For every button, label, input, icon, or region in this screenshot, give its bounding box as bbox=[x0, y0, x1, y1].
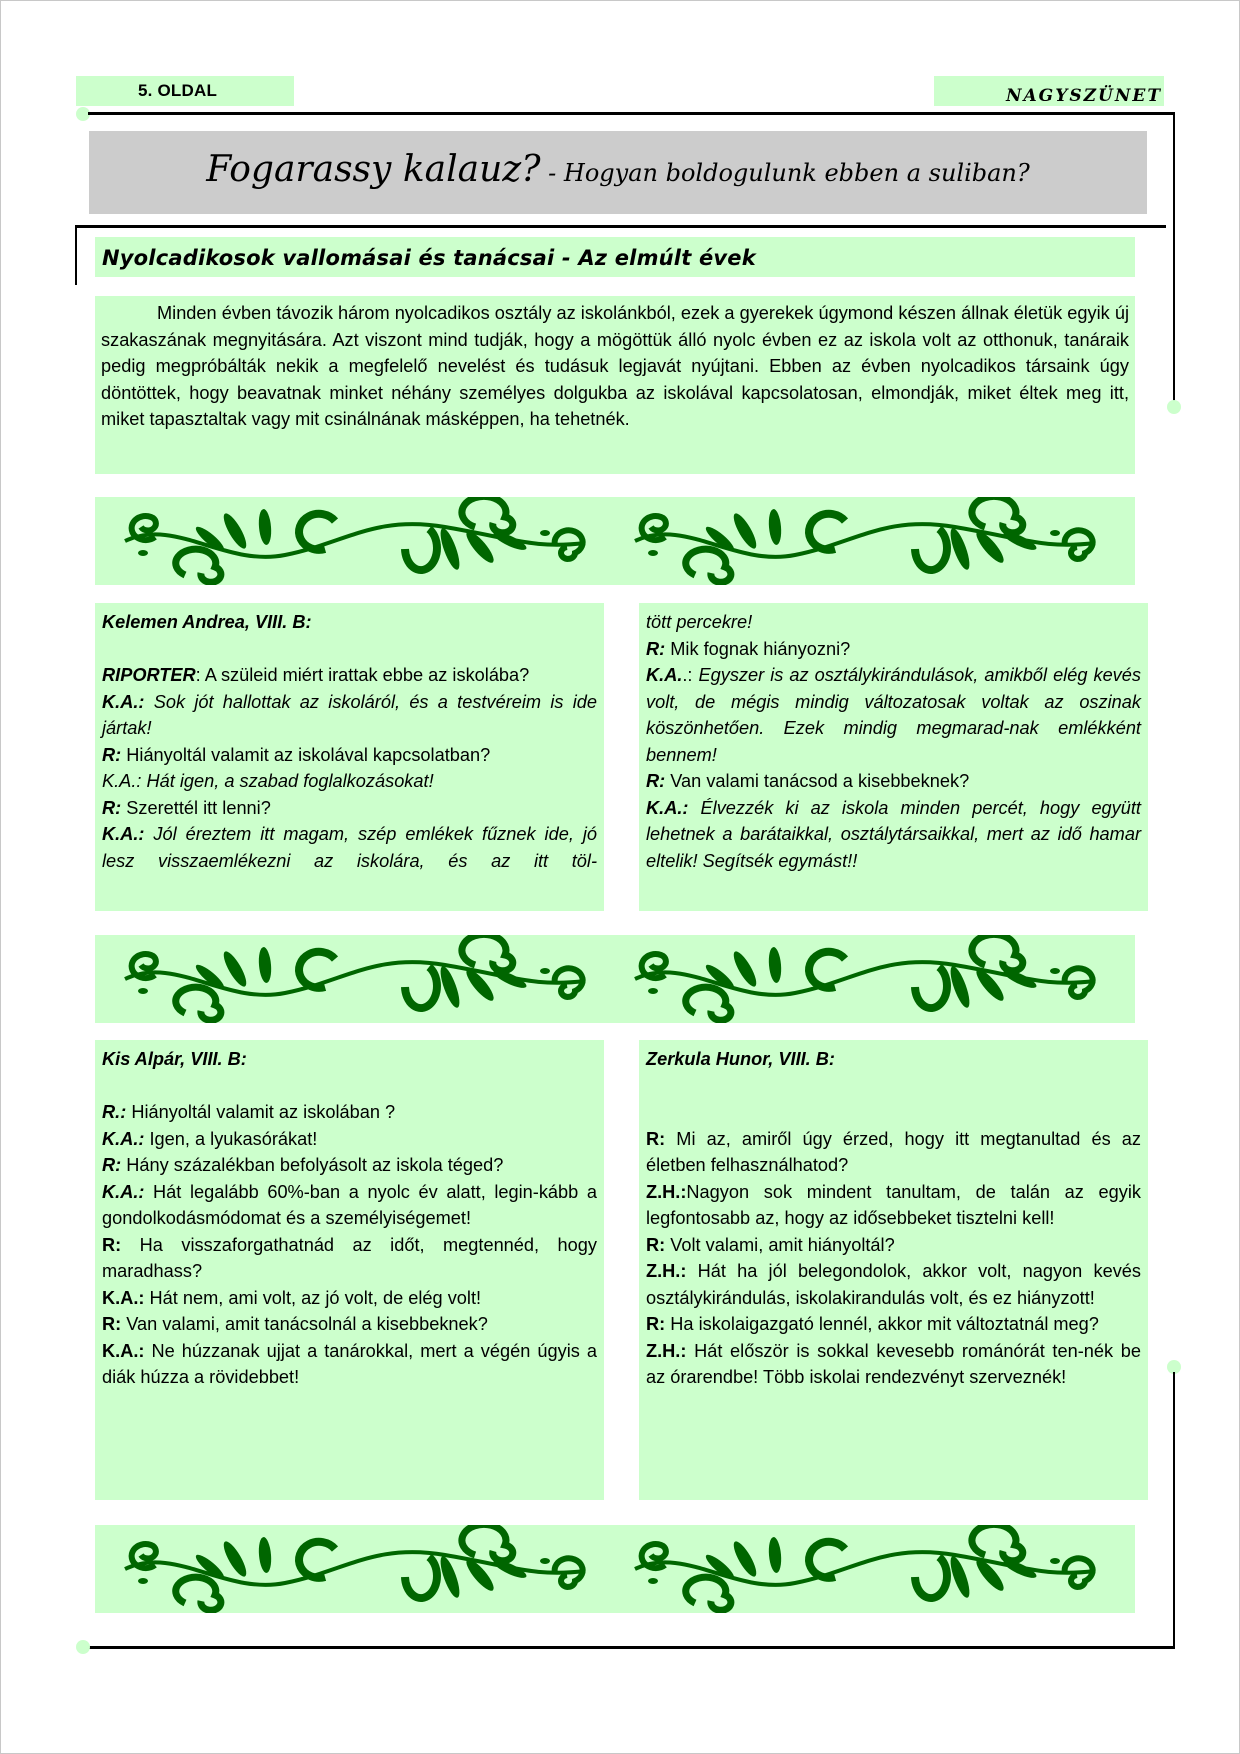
page-title: Fogarassy kalauz? bbox=[206, 149, 541, 190]
interview-line bbox=[646, 1126, 1141, 1179]
magazine-name-tab bbox=[934, 76, 1164, 106]
intro-paragraph: Minden évben távozik három nyolcadikos osztály az iskolánkból, ezek a gyerekek úgymond készen állnak életük egyik új szakaszának megnyitására. Azt viszont mind tudják, hogy a mögöttük álló nyolc évben ez az iskola volt az otthonuk, tanáraik pedig megpróbálták nekik a megfelelő nevelést és tudásuk legjavát nyújtani. Ebben az évben nyolcadikos társaink úgy döntöttek, hogy beavatnak minket néhány személyes dolgukba az iskolával kapcsolatosan, elmondják, miket éltek meg itt, miket tapasztaltak vagy mit csinálnának másképpen, ha tehetnék. bbox=[101, 303, 1129, 429]
interview-card-zerkula bbox=[639, 1040, 1148, 1500]
interviewee-name: Kelemen Andrea, VIII. B: bbox=[102, 612, 312, 632]
speaker-label: K.A.: bbox=[102, 1340, 145, 1361]
ornament-stroke bbox=[176, 549, 221, 582]
interviewee-name: Zerkula Hunor, VIII. B: bbox=[646, 1049, 835, 1069]
magazine-name: NAGYSZÜNET bbox=[1005, 86, 1162, 106]
ornament-stroke bbox=[220, 511, 250, 552]
separator bbox=[665, 1129, 676, 1149]
ornament-stroke bbox=[220, 1539, 250, 1580]
line-text: Szerettél itt lenni? bbox=[126, 797, 271, 818]
interview-line bbox=[102, 1338, 597, 1391]
ornament-stroke bbox=[972, 1525, 1023, 1561]
line-text: Igen, a lyukasórákat! bbox=[149, 1128, 318, 1149]
line-text: Nagyon sok mindent tanultam, de talán az egyik legfontosabb az, hogy az idősebbeket tisztelni kell! bbox=[646, 1181, 1141, 1228]
interview-line bbox=[102, 1152, 597, 1179]
speaker-label: R: bbox=[646, 771, 666, 791]
ornament-stroke bbox=[686, 987, 731, 1020]
ornament-stroke bbox=[730, 1539, 760, 1580]
ornament-stroke bbox=[138, 550, 148, 556]
frame-dot bbox=[1167, 400, 1181, 414]
page-title-banner bbox=[89, 131, 1147, 214]
ornament-stroke bbox=[257, 509, 272, 546]
ornament-stroke bbox=[767, 509, 782, 546]
line-text: Hát legalább 60%-ban a nyolc év alatt, legin-kább a gondolkodásmódomat és a személyiségemet! bbox=[102, 1181, 597, 1228]
interview-card-kelemen-continued bbox=[639, 603, 1148, 911]
interview-line bbox=[102, 1179, 597, 1232]
ornament-stroke bbox=[730, 949, 760, 990]
ornament-stroke bbox=[220, 949, 250, 990]
ornament-stroke bbox=[767, 1537, 782, 1574]
ornament-stroke bbox=[540, 530, 550, 536]
line-text: A szüleid miért irattak ebbe az iskolába? bbox=[204, 665, 530, 685]
frame-right-line-top bbox=[1173, 112, 1175, 402]
ornament-stroke bbox=[138, 1578, 148, 1584]
line-text: Hát nem, ami volt, az jó volt, de elég volt! bbox=[149, 1287, 482, 1308]
interview-line bbox=[646, 1232, 1141, 1259]
ornament-stroke bbox=[648, 988, 658, 994]
line-text: Ha visszaforgathatnád az időt, megtennéd, hogy maradhass? bbox=[102, 1234, 597, 1281]
floral-ornament-icon bbox=[95, 935, 1135, 1023]
ornament-stroke bbox=[686, 1577, 731, 1610]
frame-left-line bbox=[75, 225, 77, 285]
ornament-divider bbox=[95, 935, 1135, 1023]
speaker-label: Z.H.: bbox=[646, 1181, 687, 1202]
section-heading: Nyolcadikosok vallomásai és tanácsai - Az elmúlt évek bbox=[102, 246, 756, 270]
speaker-label: K.A.: bbox=[102, 1287, 145, 1308]
ornament-stroke bbox=[686, 549, 731, 582]
ornament-stroke bbox=[405, 529, 437, 570]
speaker-label: R: bbox=[102, 1234, 122, 1255]
line-text: Mik fognak hiányozni? bbox=[670, 638, 851, 659]
frame-right-line-bottom bbox=[1173, 1372, 1175, 1648]
ornament-stroke bbox=[915, 967, 947, 1008]
ornament-stroke bbox=[648, 550, 658, 556]
separator bbox=[121, 1235, 139, 1255]
speaker-label: K.A.: bbox=[102, 771, 142, 791]
speaker-label: Z.H.: bbox=[646, 1261, 687, 1281]
interview-line bbox=[646, 662, 1141, 768]
speaker-label: R: bbox=[646, 1314, 666, 1334]
page-number-label: 5. OLDAL bbox=[138, 81, 218, 100]
separator: : bbox=[195, 665, 205, 685]
section-rule bbox=[75, 225, 1166, 228]
speaker-label: R: bbox=[102, 744, 122, 765]
line-text: Hiányoltál valamit az iskolában ? bbox=[131, 1102, 396, 1122]
ornament-stroke bbox=[915, 1557, 947, 1598]
footer-rule bbox=[88, 1646, 1175, 1649]
section-heading-box bbox=[95, 237, 1135, 277]
line-text: Hát ha jól belegondolok, akkor volt, nagyon kevés osztálykirándulás, iskolakirandulás volt, és ez hiányzott! bbox=[646, 1261, 1141, 1308]
separator: .: bbox=[682, 665, 699, 685]
interview-line bbox=[646, 795, 1141, 875]
line-text: Hát igen, a szabad foglalkozásokat! bbox=[146, 771, 434, 791]
line-text: Ha iskolaigazgató lennél, akkor mit változtatnál meg? bbox=[670, 1314, 1099, 1334]
speaker-label: K.A. bbox=[646, 665, 683, 685]
line-text: Mi az, amiről úgy érzed, hogy itt megtanultad és az életben felhasználhatod? bbox=[646, 1128, 1141, 1175]
speaker-label: K.A.: bbox=[646, 797, 689, 818]
ornament-stroke bbox=[648, 1578, 658, 1584]
interview-line bbox=[102, 662, 597, 689]
interview-card-kis bbox=[95, 1040, 604, 1500]
ornament-stroke bbox=[405, 967, 437, 1008]
interview-line bbox=[102, 689, 597, 742]
interview-line bbox=[102, 1285, 597, 1312]
speaker-label: R: bbox=[646, 1128, 666, 1149]
ornament-group bbox=[125, 935, 1095, 1020]
ornament-stroke bbox=[730, 511, 760, 552]
ornament-stroke bbox=[540, 968, 550, 974]
floral-ornament-icon bbox=[95, 1525, 1135, 1613]
line-text: Egyszer is az osztálykirándulások, amikből elég kevés volt, de mégis mindig változatosak voltak az oszinak köszönhetően. Ezek mindig megmarad-nak emlékként bennem! bbox=[646, 665, 1141, 765]
ornament-divider bbox=[95, 1525, 1135, 1613]
interview-line bbox=[102, 1232, 597, 1285]
ornament-stroke bbox=[540, 1558, 550, 1564]
interview-line bbox=[646, 636, 1141, 663]
ornament-stroke bbox=[176, 1577, 221, 1610]
interview-line bbox=[102, 742, 597, 769]
interview-line bbox=[102, 768, 597, 795]
ornament-group bbox=[125, 497, 1095, 582]
speaker-label: RIPORTER bbox=[102, 665, 196, 685]
interview-line bbox=[102, 1099, 597, 1126]
speaker-label: Z.H.: bbox=[646, 1340, 687, 1361]
ornament-divider bbox=[95, 497, 1135, 585]
ornament-stroke bbox=[1050, 530, 1060, 536]
speaker-label: R: bbox=[646, 638, 666, 659]
line-text: Van valami tanácsod a kisebbeknek? bbox=[670, 771, 970, 791]
speaker-label: K.A.: bbox=[102, 691, 145, 712]
header-rule bbox=[88, 112, 1174, 115]
ornament-stroke bbox=[1050, 1558, 1060, 1564]
speaker-label: R: bbox=[646, 1234, 666, 1255]
line-text: Sok jót hallottak az iskoláról, és a testvéreim is ide jártak! bbox=[102, 691, 598, 738]
interview-card-kelemen bbox=[95, 603, 604, 911]
line-text: Hiányoltál valamit az iskolával kapcsolatban? bbox=[126, 744, 491, 765]
ornament-stroke bbox=[915, 529, 947, 570]
interview-line bbox=[102, 1311, 597, 1338]
interview-line bbox=[646, 1338, 1141, 1391]
speaker-label: K.A.: bbox=[102, 1181, 145, 1202]
interview-line bbox=[646, 1311, 1141, 1338]
interview-line bbox=[646, 1179, 1141, 1232]
ornament-stroke bbox=[767, 947, 782, 984]
interview-line bbox=[102, 821, 597, 874]
ornament-stroke bbox=[1050, 968, 1060, 974]
ornament-stroke bbox=[462, 497, 513, 533]
line-text: Hát először is sokkal kevesebb románórát ten-nék be az órarendbe! Több iskolai rendezvényt szerveznék! bbox=[646, 1340, 1141, 1387]
ornament-stroke bbox=[257, 1537, 272, 1574]
ornament-stroke bbox=[972, 935, 1023, 971]
ornament-stroke bbox=[257, 947, 272, 984]
ornament-stroke bbox=[462, 935, 513, 971]
interview-line bbox=[646, 768, 1141, 795]
speaker-label: R: bbox=[102, 1314, 122, 1334]
intro-box bbox=[95, 296, 1135, 474]
line-text: Van valami, amit tanácsolnál a kisebbeknek? bbox=[126, 1314, 488, 1334]
speaker-label: R.: bbox=[102, 1102, 127, 1122]
line-text: Ne húzzanak ujjat a tanárokkal, mert a végén úgyis a diák húzza a rövidebbet! bbox=[102, 1340, 597, 1387]
speaker-label: K.A.: bbox=[102, 824, 145, 844]
line-text: Volt valami, amit hiányoltál? bbox=[670, 1234, 895, 1255]
interview-line bbox=[646, 609, 1141, 636]
speaker-label: K.A.: bbox=[102, 1128, 145, 1149]
ornament-stroke bbox=[462, 1525, 513, 1561]
separator bbox=[686, 1341, 694, 1361]
ornament-stroke bbox=[405, 1557, 437, 1598]
line-text: tött percekre! bbox=[646, 612, 753, 632]
line-text: Jól éreztem itt magam, szép emlékek fűznek ide, jó lesz visszaemlékezni az iskolára, és az itt töl- bbox=[102, 824, 597, 871]
frame-dot bbox=[76, 1640, 90, 1654]
line-text: Élvezzék ki az iskola minden percét, hogy együtt lehetnek a barátaikkal, osztálytársaikkal, mert az idő hamar eltelik! Segítsék egymást!! bbox=[646, 797, 1141, 871]
separator bbox=[686, 1261, 697, 1281]
line-text: Hány százalékban befolyásolt az iskola téged? bbox=[126, 1155, 504, 1175]
page-number-tab bbox=[76, 76, 294, 106]
page-subtitle: - Hogyan boldogulunk ebben a suliban? bbox=[540, 159, 1030, 187]
interview-line bbox=[102, 795, 597, 822]
interview-line bbox=[102, 1126, 597, 1153]
ornament-stroke bbox=[972, 497, 1023, 533]
separator bbox=[144, 1182, 153, 1202]
ornament-stroke bbox=[138, 988, 148, 994]
separator bbox=[688, 798, 700, 818]
interviewee-name: Kis Alpár, VIII. B: bbox=[102, 1049, 247, 1069]
separator bbox=[144, 692, 153, 712]
speaker-label: R: bbox=[102, 1155, 122, 1175]
floral-ornament-icon bbox=[95, 497, 1135, 585]
interview-line bbox=[646, 1258, 1141, 1311]
speaker-label: R: bbox=[102, 797, 122, 818]
ornament-stroke bbox=[176, 987, 221, 1020]
ornament-group bbox=[125, 1525, 1095, 1610]
